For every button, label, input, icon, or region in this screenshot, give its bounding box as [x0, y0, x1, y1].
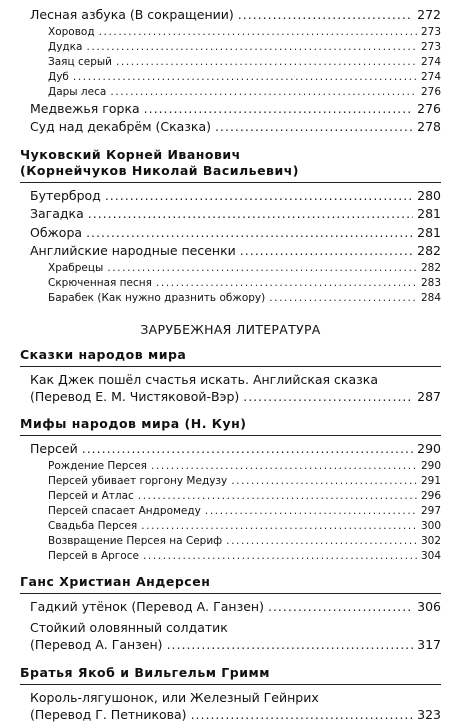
- entry-page: 274: [421, 70, 441, 85]
- entry-title: Скрюченная песня: [48, 276, 152, 291]
- bianki-entries: [20, 6, 441, 137]
- entry-title: Рождение Персея: [48, 459, 147, 474]
- author-tales: [20, 347, 441, 363]
- author-name: Братья Якоб и Вильгельм Гримм: [20, 665, 441, 681]
- entry-page: 281: [417, 224, 441, 243]
- toc-entry-line1[interactable]: Стойкий оловянный солдатик: [30, 619, 441, 636]
- dot-leader: [99, 25, 417, 40]
- entry-page: 283: [421, 276, 441, 291]
- toc-subentry[interactable]: [48, 276, 441, 291]
- entry-page: 282: [421, 261, 441, 276]
- entry-title: Бутерброд: [30, 187, 101, 206]
- entry-page: 272: [417, 6, 441, 25]
- dot-leader: [110, 85, 417, 100]
- entry-title: Английские народные песенки: [30, 242, 236, 261]
- entry-page: 278: [417, 118, 441, 137]
- dot-leader: [240, 242, 413, 261]
- author-name: Сказки народов мира: [20, 347, 441, 363]
- toc-subentry[interactable]: [48, 261, 441, 276]
- divider: [20, 366, 441, 367]
- dot-leader: [231, 474, 417, 489]
- entry-title: Обжора: [30, 224, 82, 243]
- dot-leader: [116, 55, 417, 70]
- author-myths: [20, 416, 441, 432]
- entry-page: 296: [421, 489, 441, 504]
- entry-title: Загадка: [30, 205, 84, 224]
- dot-leader: [141, 519, 417, 534]
- entry-title: Дуб: [48, 70, 69, 85]
- toc-entry[interactable]: [30, 706, 441, 724]
- entry-title: Барабек (Как нужно дразнить обжору): [48, 291, 265, 306]
- entry-page: 302: [421, 534, 441, 549]
- entry-page: 290: [421, 459, 441, 474]
- author-real-name: (Корнейчуков Николай Васильевич): [20, 163, 441, 179]
- entry-title: Персей убивает горгону Медузу: [48, 474, 227, 489]
- entry-page: 306: [417, 598, 441, 617]
- entry-title: Персей: [30, 440, 78, 459]
- dot-leader: [88, 205, 413, 224]
- toc-entry-line1[interactable]: Король-лягушонок, или Железный Гейнрих: [30, 689, 441, 706]
- entry-title: Персей в Аргосе: [48, 549, 139, 564]
- toc-entry[interactable]: [30, 187, 441, 206]
- toc-entry[interactable]: [30, 636, 441, 655]
- toc-subentry[interactable]: [48, 489, 441, 504]
- dot-leader: [105, 187, 413, 206]
- section-title: ЗАРУБЕЖНАЯ ЛИТЕРАТУРА: [20, 322, 441, 337]
- author-andersen: [20, 574, 441, 590]
- toc-subentry[interactable]: [48, 40, 441, 55]
- dot-leader: [82, 440, 413, 459]
- entry-title: Заяц серый: [48, 55, 112, 70]
- toc-entry[interactable]: [30, 118, 441, 137]
- toc-entry-line1[interactable]: Как Джек пошёл счастья искать. Английская сказка: [30, 371, 441, 388]
- entry-page: 273: [421, 40, 441, 55]
- toc-subentry[interactable]: [48, 85, 441, 100]
- dot-leader: [138, 489, 417, 504]
- dot-leader: [156, 276, 417, 291]
- entry-page: 281: [417, 205, 441, 224]
- toc-subentry[interactable]: [48, 70, 441, 85]
- dot-leader: [191, 706, 414, 724]
- toc-entry[interactable]: [30, 598, 441, 617]
- entry-title: Свадьба Персея: [48, 519, 137, 534]
- toc-subentry[interactable]: [48, 291, 441, 306]
- entry-page: 323: [417, 706, 441, 724]
- entry-page: 290: [417, 440, 441, 459]
- toc-subentry[interactable]: [48, 25, 441, 40]
- dot-leader: [144, 100, 413, 119]
- toc-subentry[interactable]: [48, 549, 441, 564]
- entry-title: (Перевод Е. М. Чистяковой-Вэр): [30, 388, 239, 407]
- dot-leader: [143, 549, 417, 564]
- toc-subentry[interactable]: [48, 459, 441, 474]
- dot-leader: [226, 534, 417, 549]
- toc-subentry[interactable]: [48, 504, 441, 519]
- entry-page: 317: [417, 636, 441, 655]
- entry-page: 276: [417, 100, 441, 119]
- dot-leader: [151, 459, 417, 474]
- entry-page: 304: [421, 549, 441, 564]
- entry-page: 287: [417, 388, 441, 407]
- dot-leader: [107, 261, 417, 276]
- dot-leader: [269, 291, 417, 306]
- entry-title: Суд над декабрём (Сказка): [30, 118, 211, 137]
- toc-subentry[interactable]: [48, 55, 441, 70]
- entry-title: Дудка: [48, 40, 82, 55]
- entry-page: 297: [421, 504, 441, 519]
- entry-page: 291: [421, 474, 441, 489]
- myths-entries: [20, 440, 441, 564]
- author-chukovsky: [20, 147, 441, 179]
- entry-title: (Перевод А. Ганзен): [30, 636, 163, 655]
- chukovsky-entries: [20, 187, 441, 306]
- dot-leader: [243, 388, 413, 407]
- entry-title: Дары леса: [48, 85, 106, 100]
- author-grimm: [20, 665, 441, 681]
- divider: [20, 435, 441, 436]
- dot-leader: [73, 70, 417, 85]
- dot-leader: [268, 598, 413, 617]
- toc-entry[interactable]: [30, 388, 441, 407]
- toc-entry[interactable]: [30, 440, 441, 459]
- toc-subentry[interactable]: [48, 534, 441, 549]
- entry-page: 300: [421, 519, 441, 534]
- toc-subentry[interactable]: [48, 519, 441, 534]
- entry-page: 280: [417, 187, 441, 206]
- toc-entry[interactable]: [30, 6, 441, 25]
- entry-title: Гадкий утёнок (Перевод А. Ганзен): [30, 598, 264, 617]
- dot-leader: [238, 6, 413, 25]
- entry-title: Возвращение Персея на Сериф: [48, 534, 222, 549]
- author-name: Ганс Христиан Андерсен: [20, 574, 441, 590]
- divider: [20, 182, 441, 183]
- entry-page: 282: [417, 242, 441, 261]
- toc-entry[interactable]: [30, 224, 441, 243]
- divider: [20, 684, 441, 685]
- entry-title: Лесная азбука (В сокращении): [30, 6, 234, 25]
- dot-leader: [205, 504, 417, 519]
- dot-leader: [86, 224, 413, 243]
- dot-leader: [86, 40, 417, 55]
- toc-entry[interactable]: [30, 242, 441, 261]
- entry-page: 273: [421, 25, 441, 40]
- entry-page: 284: [421, 291, 441, 306]
- entry-page: 276: [421, 85, 441, 100]
- entry-title: Медвежья горка: [30, 100, 140, 119]
- divider: [20, 593, 441, 594]
- entry-title: Персей спасает Андромеду: [48, 504, 201, 519]
- toc-entry[interactable]: [30, 205, 441, 224]
- author-name: Мифы народов мира (Н. Кун): [20, 416, 441, 432]
- entry-title: Храбрецы: [48, 261, 103, 276]
- dot-leader: [167, 636, 414, 655]
- toc-entry[interactable]: [30, 100, 441, 119]
- dot-leader: [215, 118, 413, 137]
- entry-title: Персей и Атлас: [48, 489, 134, 504]
- entry-title: Хоровод: [48, 25, 95, 40]
- author-name: Чуковский Корней Иванович: [20, 147, 441, 163]
- toc-subentry[interactable]: [48, 474, 441, 489]
- entry-page: 274: [421, 55, 441, 70]
- entry-title: (Перевод Г. Петникова): [30, 706, 187, 724]
